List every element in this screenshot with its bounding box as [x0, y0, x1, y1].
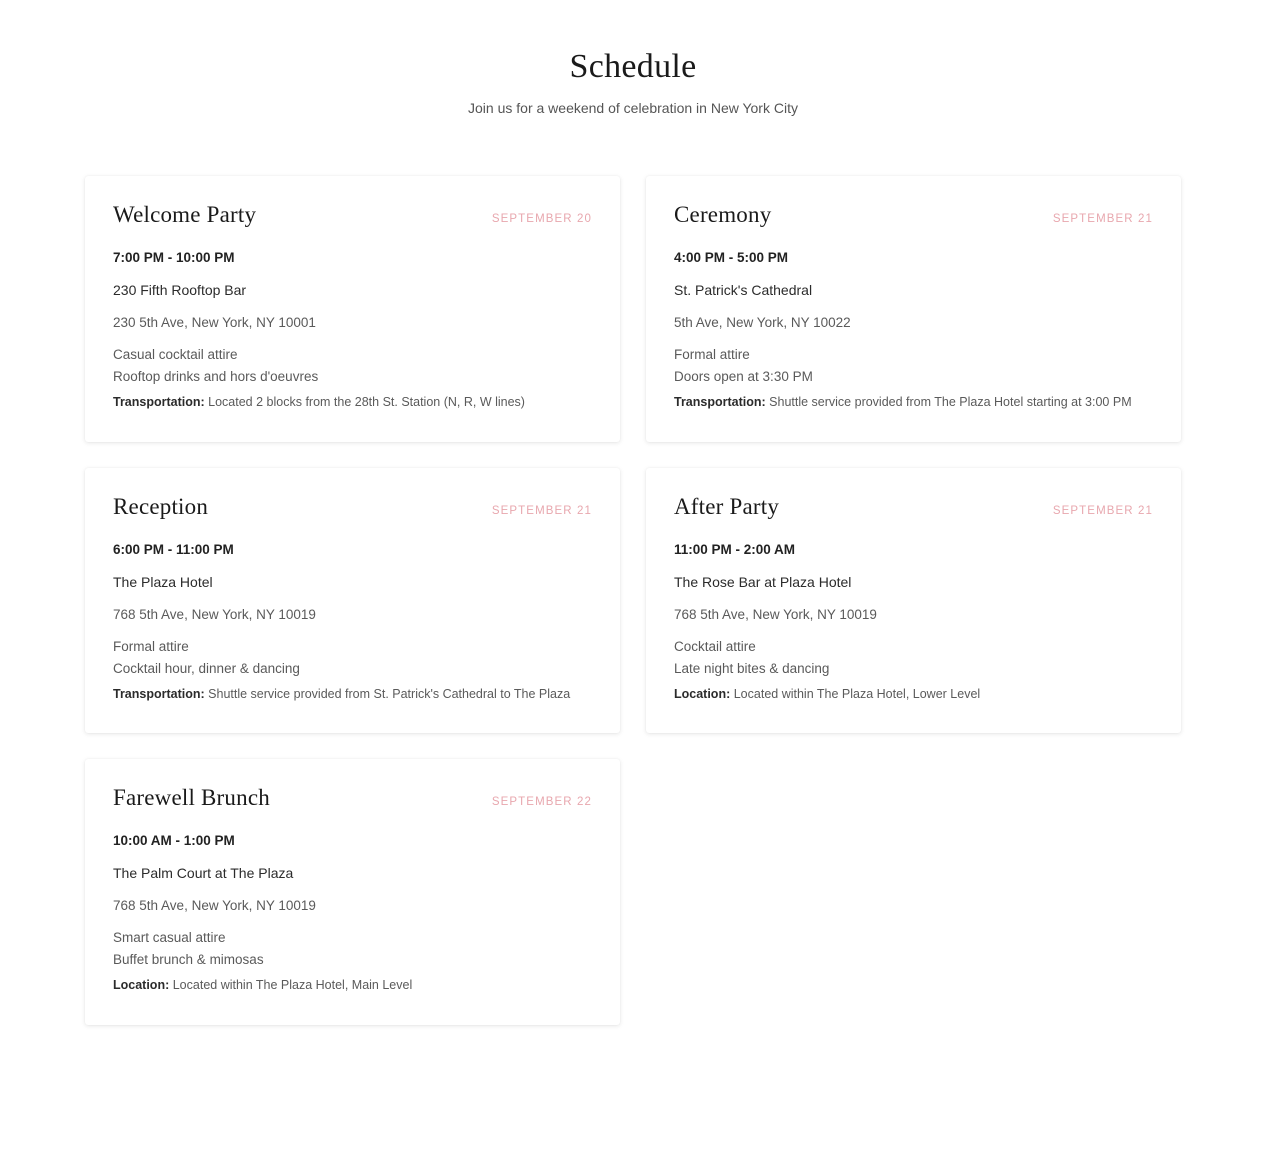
event-attire: Cocktail attire: [674, 638, 756, 654]
event-venue: The Rose Bar at Plaza Hotel: [674, 573, 852, 590]
event-time: 11:00 PM - 2:00 AM: [674, 541, 796, 557]
event-note-label: Transportation:: [113, 686, 205, 701]
event-attire: Formal attire: [113, 638, 189, 654]
event-note-text: Located 2 blocks from the 28th St. Station (N, R, W lines): [208, 395, 525, 409]
page-subtitle: Join us for a weekend of celebration in New York City: [468, 100, 798, 116]
event-address: 230 5th Ave, New York, NY 10001: [113, 315, 316, 330]
event-card-header: [113, 785, 592, 811]
page-header: [0, 48, 1266, 116]
event-note: [674, 394, 1153, 412]
event-address: 768 5th Ave, New York, NY 10019: [113, 606, 316, 622]
event-card-header: [674, 202, 1153, 228]
event-title: Farewell Brunch: [113, 785, 270, 810]
event-attire: Formal attire: [674, 347, 750, 362]
event-detail: Cocktail hour, dinner & dancing: [113, 660, 300, 676]
event-note: [113, 686, 592, 704]
event-attire: Casual cocktail attire: [113, 347, 238, 362]
event-detail: Doors open at 3:30 PM: [674, 369, 813, 384]
event-note-label: Transportation:: [674, 395, 766, 409]
event-card-header: [674, 494, 1153, 520]
event-time: 10:00 AM - 1:00 PM: [113, 833, 235, 848]
event-address: 768 5th Ave, New York, NY 10019: [113, 898, 316, 913]
schedule-grid: [85, 176, 1181, 1025]
event-title: Reception: [113, 493, 209, 519]
event-date: SEPTEMBER 22: [491, 796, 592, 808]
page-title: Schedule: [569, 48, 697, 85]
event-time: 6:00 PM - 11:00 PM: [113, 541, 234, 557]
event-card-header: [113, 494, 592, 520]
event-note-text: Shuttle service provided from The Plaza Hotel starting at 3:00 PM: [769, 395, 1132, 409]
event-note-label: Location:: [113, 978, 170, 992]
event-venue: The Palm Court at The Plaza: [113, 865, 294, 881]
event-venue: 230 Fifth Rooftop Bar: [113, 282, 247, 298]
event-address: 768 5th Ave, New York, NY 10019: [674, 606, 877, 622]
event-note: [113, 977, 592, 995]
event-date: SEPTEMBER 21: [1052, 213, 1153, 225]
event-venue: The Plaza Hotel: [113, 573, 213, 590]
event-card: [646, 468, 1181, 734]
event-detail: Rooftop drinks and hors d'oeuvres: [113, 369, 319, 384]
event-note-text: Located within The Plaza Hotel, Lower Level: [733, 686, 981, 701]
event-date: SEPTEMBER 21: [491, 504, 592, 517]
event-time: 7:00 PM - 10:00 PM: [113, 250, 235, 265]
event-time: 4:00 PM - 5:00 PM: [674, 250, 789, 265]
event-note-text: Located within The Plaza Hotel, Main Level: [172, 978, 413, 992]
event-card: [646, 176, 1181, 442]
event-attire: Smart casual attire: [113, 930, 226, 945]
event-note: [113, 394, 592, 412]
event-note-label: Transportation:: [113, 395, 205, 409]
event-title: Welcome Party: [113, 202, 257, 227]
event-note-text: Shuttle service provided from St. Patrick's Cathedral to The Plaza: [208, 686, 571, 701]
event-card-header: [113, 202, 592, 228]
event-card: [85, 176, 620, 442]
event-card: [85, 759, 620, 1025]
event-detail: Late night bites & dancing: [674, 660, 830, 676]
event-date: SEPTEMBER 20: [491, 213, 592, 225]
event-date: SEPTEMBER 21: [1052, 504, 1153, 517]
event-title: Ceremony: [674, 202, 772, 227]
event-note: [674, 686, 1153, 704]
event-card: [85, 468, 620, 734]
event-title: After Party: [674, 493, 780, 519]
event-address: 5th Ave, New York, NY 10022: [674, 315, 851, 330]
event-detail: Buffet brunch & mimosas: [113, 952, 264, 967]
event-venue: St. Patrick's Cathedral: [674, 282, 813, 298]
event-note-label: Location:: [674, 686, 731, 701]
